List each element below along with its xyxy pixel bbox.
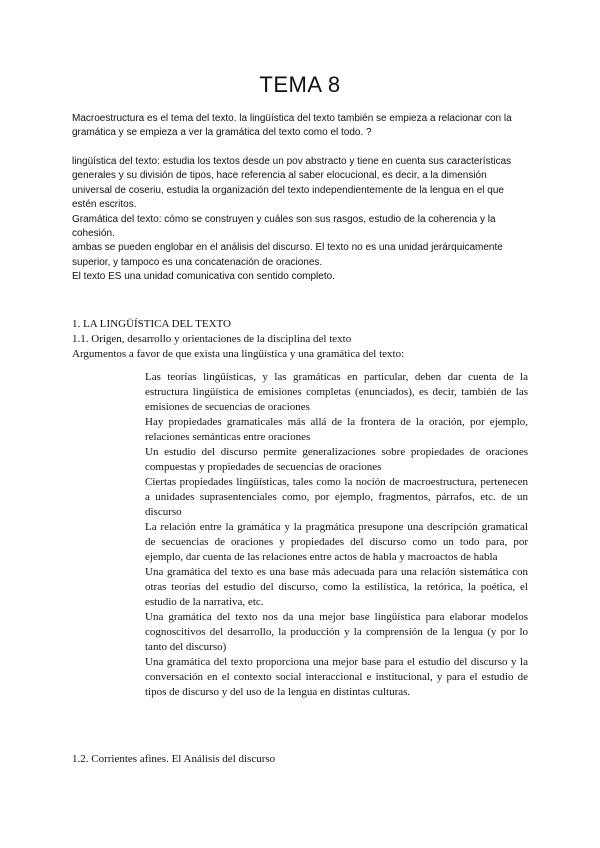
list-item: Una gramática del texto es una base más adecuada para una relación sistemática con otras teorías del estudio del discurso, como la estilística, la retórica, la poética, el estudio de la narrativa, etc. (145, 566, 528, 608)
page-title: TEMA 8 (259, 72, 341, 97)
definitions-block (72, 155, 528, 285)
list-item: Una gramática del texto nos da una mejor base lingüística para elaborar modelos cognoscitivos del desarrollo, la producción y la comprensión de la lengua (y por lo tanto del discurso) (145, 611, 528, 653)
section-subheading: 1.1. Origen, desarrollo y orientaciones de la disciplina del texto (72, 333, 352, 345)
paragraph-linguistica: lingüística del texto: estudia los textos desde un pov abstracto y tiene en cuenta sus características generales y su división de tipos, hace referencia al saber elocucional, es decir, a la dimensión universal de coseriu, estudia la organización del texto independientemente de la lengua en el que estén escritos. (72, 156, 512, 211)
subsection-heading: 1.2. Corrientes afines. El Análisis del discurso (72, 753, 276, 765)
list-item: La relación entre la gramática y la pragmática presupone una descripción gramatical de secuencias de oraciones y propiedades del discurso como un todo para, por ejemplo, dar cuenta de las relaciones entre actos de habla y macroactos de habla (145, 521, 528, 563)
paragraph-discurso: ambas se pueden englobar en el análisis del discurso. El texto no es una unidad jerárquicamente superior, y tampoco es una concatenación de oraciones. (72, 242, 503, 268)
list-item: Las teorías lingüísticas, y las gramáticas en particular, deben dar cuenta de la estructura lingüística de emisiones completas (enunciados), es decir, también de las emisiones de secuencias de oraciones (145, 371, 528, 413)
paragraph-texto: El texto ES una unidad comunicativa con sentido completo. (72, 271, 335, 283)
list-item: Hay propiedades gramaticales más allá de la frontera de la oración, por ejemplo, relaciones semánticas entre oraciones (145, 416, 528, 443)
intro-paragraph: Macroestructura es el tema del texto. la lingüística del texto también se empieza a relacionar con la gramática y se empieza a ver la gramática del texto como el todo. ? (72, 113, 512, 139)
list-item: Ciertas propiedades lingüísticas, tales como la noción de macroestructura, pertenecen a unidades suprasentenciales como, por ejemplo, fragmentos, párrafos, etc. de un discurso (145, 476, 528, 518)
list-item: Una gramática del texto proporciona una mejor base para el estudio del discurso y la conversación en el contexto social interaccional e institucional, y para el estudio de tipos de discurso y del uso de la lengua en distintas culturas. (145, 656, 528, 698)
list-item: Un estudio del discurso permite generalizaciones sobre propiedades de oraciones compuestas y propiedades de secuencias de oraciones (145, 446, 528, 473)
paragraph-gramatica: Gramática del texto: cómo se construyen y cuáles son sus rasgos, estudio de la coherencia y la cohesión. (72, 213, 496, 240)
section-lead: Argumentos a favor de que exista una lingüística y una gramática del texto: (72, 348, 405, 360)
section-heading: 1. LA LINGÜÍSTICA DEL TEXTO (72, 318, 231, 330)
section-header (72, 317, 542, 362)
arguments-list (145, 370, 528, 700)
